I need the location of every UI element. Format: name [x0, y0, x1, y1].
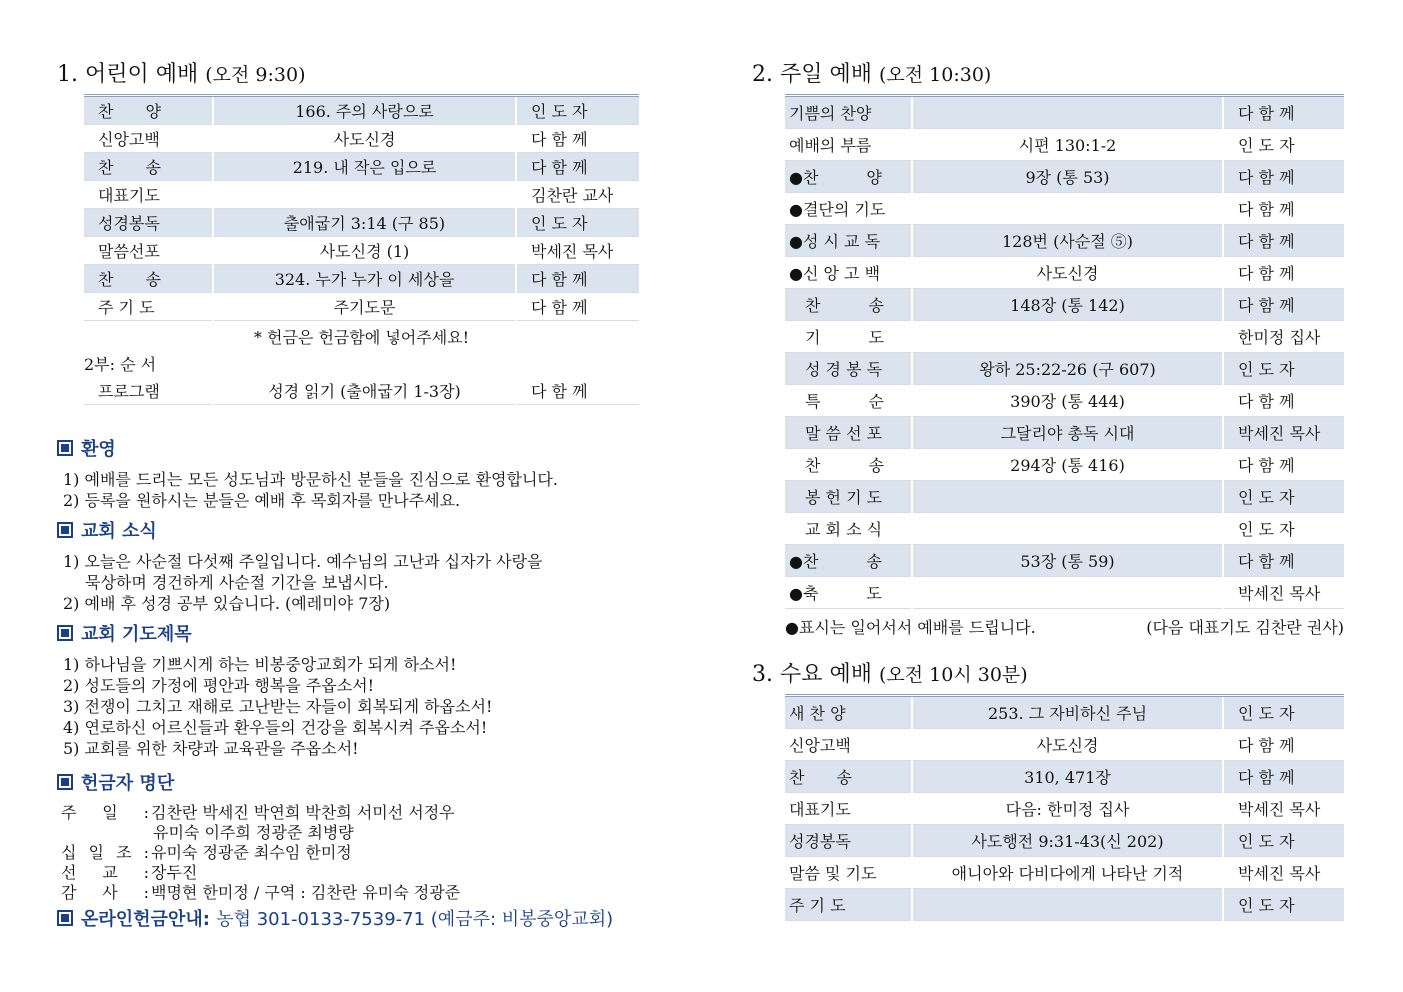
dotted-leader: 390장 (통 444) [917, 389, 1218, 412]
order-row [785, 857, 1344, 889]
order-item-leader: 인 도 자 [1223, 889, 1344, 921]
order-item-label: 말씀 및 기도 [785, 857, 912, 889]
order-row [785, 289, 1344, 321]
order-row [785, 577, 1344, 609]
right-column [752, 60, 1344, 921]
dotted-leader: 9장 (통 53) [917, 165, 1218, 188]
order-row [84, 181, 639, 209]
order-item-label: 성경봉독 [785, 825, 912, 857]
dotted-leader: 53장 (통 59) [917, 549, 1218, 572]
bank-account: 농협 301-0133-7539-71 (예금주: 비봉중앙교회) [216, 909, 614, 930]
order-item-content [912, 793, 1223, 825]
order-item-label: 찬 양 [84, 96, 213, 125]
order-item-label: 찬 송 [84, 265, 213, 293]
dotted-leader: 시편 130:1-2 [917, 133, 1218, 156]
dotted-leader [917, 519, 1218, 538]
order-item-content [912, 889, 1223, 921]
dotted-leader: 사도신경 [917, 261, 1218, 284]
order-row [785, 889, 1344, 921]
order-row [785, 513, 1344, 545]
order-row [785, 385, 1344, 417]
dotted-leader [917, 895, 1218, 914]
order-row [785, 225, 1344, 257]
order-item-content [912, 449, 1223, 481]
dotted-leader: 사도신경 [218, 127, 511, 150]
order-item-content [213, 209, 516, 237]
order-item-label: 프로그램 [84, 377, 213, 405]
main-service-order-table [785, 94, 1344, 609]
dotted-leader: 성경 읽기 (출애굽기 1-3장) [218, 379, 511, 402]
list-item: 2) 등록을 원하시는 분들은 예배 후 목회자를 만나주세요. [63, 491, 461, 510]
order-item-leader: 김찬란 교사 [516, 181, 639, 209]
order-row [785, 793, 1344, 825]
dotted-leader: 294장 (통 416) [917, 453, 1218, 476]
order-item-content [912, 385, 1223, 417]
order-item-label: 기 도 [785, 321, 912, 353]
dotted-leader [917, 487, 1218, 506]
order-item-leader: 다 함 께 [516, 125, 639, 153]
order-row [785, 729, 1344, 761]
dotted-leader [917, 103, 1218, 122]
list-item: 2) 예배 후 성경 공부 있습니다. (예레미야 7장) [63, 594, 391, 613]
order-item-label: 대표기도 [785, 793, 912, 825]
order-item-leader: 인 도 자 [516, 209, 639, 237]
order-item-leader: 다 함 께 [1223, 449, 1344, 481]
order-row [84, 153, 639, 181]
order-row [84, 265, 639, 293]
order-item-label: 대표기도 [84, 181, 213, 209]
order-item-label: 교 회 소 식 [785, 513, 912, 545]
order-row [785, 161, 1344, 193]
order-item-label: 성경봉독 [84, 209, 213, 237]
order-item-label: 말 씀 선 포 [785, 417, 912, 449]
dotted-leader: 128번 (사순절 ⑤) [917, 229, 1218, 252]
order-row [785, 353, 1344, 385]
order-item-content [912, 857, 1223, 889]
order-item-label: 주 기 도 [785, 889, 912, 921]
order-item-leader: 다 함 께 [1223, 761, 1344, 793]
dotted-leader [917, 327, 1218, 346]
dotted-leader: 출애굽기 3:14 (구 85) [218, 211, 511, 234]
order-row [785, 96, 1344, 129]
sunday-school-title: 1. 어린이 예배 (오전 9:30) [57, 62, 306, 87]
order-item-leader: 다 함 께 [516, 377, 639, 405]
order-item-content [912, 729, 1223, 761]
order-item-leader: 박세진 목사 [1223, 577, 1344, 609]
order-item-content [912, 513, 1223, 545]
square-bullet-icon [57, 910, 73, 926]
square-bullet-icon [57, 774, 73, 790]
order-item-content [213, 377, 516, 405]
order-row [785, 321, 1344, 353]
order-row [785, 825, 1344, 857]
order-item-label: 말씀선포 [84, 237, 213, 265]
part2-label: 2부: 순 서 [84, 355, 157, 374]
dotted-leader [917, 199, 1218, 218]
order-item-leader: 다 함 께 [1223, 193, 1344, 225]
order-item-leader: 다 함 께 [1223, 257, 1344, 289]
order-item-leader: 인 도 자 [1223, 513, 1344, 545]
list-item: 1) 예배를 드리는 모든 성도님과 방문하신 분들을 진심으로 환영합니다. [63, 470, 558, 489]
order-item-label: 성 경 봉 독 [785, 353, 912, 385]
dotted-leader: 148장 (통 142) [917, 293, 1218, 316]
order-item-label: 특 순 [785, 385, 912, 417]
order-item-leader: 인 도 자 [1223, 696, 1344, 729]
order-item-content [213, 181, 516, 209]
order-item-leader: 다 함 께 [1223, 225, 1344, 257]
order-item-label: 찬 송 [785, 289, 912, 321]
dotted-leader: 253. 그 자비하신 주님 [917, 701, 1218, 724]
online-offering-info: 온라인헌금안내: 농협 301-0133-7539-71 (예금주: 비봉중앙교회) [57, 905, 642, 931]
order-item-label: 신앙고백 [785, 729, 912, 761]
list-item: 2) 성도들의 가정에 평안과 행복을 주옵소서! [63, 676, 375, 695]
order-item-leader: 다 함 께 [516, 293, 639, 321]
list-item: 3) 전쟁이 그치고 재해로 고난받는 자들이 회복되게 하옵소서! [63, 697, 493, 716]
order-item-label: ●찬 양 [785, 161, 912, 193]
donors-heading: 헌금자 명단 [57, 769, 642, 795]
order-item-label: ●찬 송 [785, 545, 912, 577]
order-item-content [912, 545, 1223, 577]
order-row [84, 125, 639, 153]
order-item-leader: 한미정 집사 [1223, 321, 1344, 353]
order-item-content [213, 153, 516, 181]
order-item-content [213, 293, 516, 321]
order-item-label: 기쁨의 찬양 [785, 96, 912, 129]
order-item-content [912, 161, 1223, 193]
order-row [785, 481, 1344, 513]
order-item-content [912, 257, 1223, 289]
order-item-content [912, 225, 1223, 257]
order-row [785, 449, 1344, 481]
order-item-content [912, 193, 1223, 225]
order-item-leader: 박세진 목사 [1223, 417, 1344, 449]
order-item-label: 찬 송 [785, 449, 912, 481]
order-item-content [912, 577, 1223, 609]
dotted-leader: 사도신경 [917, 733, 1218, 756]
order-item-leader: 인 도 자 [516, 96, 639, 125]
order-row [785, 129, 1344, 161]
wednesday-order-table [785, 694, 1344, 921]
dotted-leader: 310, 471장 [917, 765, 1218, 788]
square-bullet-icon [57, 440, 73, 456]
welcome-list [63, 469, 642, 511]
list-item: 5) 교회를 위한 차량과 교육관을 주옵소서! [63, 739, 359, 758]
order-row [84, 237, 639, 265]
list-item: 1) 하나님을 기쁘시게 하는 비봉중앙교회가 되게 하소서! [63, 655, 457, 674]
order-item-leader: 다 함 께 [1223, 385, 1344, 417]
square-bullet-icon [57, 522, 73, 538]
order-item-leader: 다 함 께 [1223, 729, 1344, 761]
order-item-leader: 다 함 께 [1223, 161, 1344, 193]
dotted-leader: 219. 내 작은 입으로 [218, 155, 511, 178]
donor-row-tithe: 십 일 조 : 유미숙 정광준 최수임 한미정 [61, 843, 352, 862]
order-row [785, 193, 1344, 225]
order-item-label: 찬 송 [84, 153, 213, 181]
dotted-leader: 그달리야 총독 시대 [917, 421, 1218, 444]
order-item-leader: 인 도 자 [1223, 353, 1344, 385]
order-item-leader: 인 도 자 [1223, 481, 1344, 513]
order-item-content [213, 265, 516, 293]
part2-order-table [84, 377, 639, 405]
order-item-label: ●신 앙 고 백 [785, 257, 912, 289]
dotted-leader: 주기도문 [218, 295, 511, 318]
prayer-list [63, 654, 642, 759]
order-row [84, 377, 639, 405]
church-news-heading: 교회 소식 [57, 517, 642, 543]
order-item-label: ●결단의 기도 [785, 193, 912, 225]
order-item-content [912, 696, 1223, 729]
order-item-content [912, 96, 1223, 129]
donor-row-sunday: 주 일 : 김찬란 박세진 박연희 박찬희 서미선 서정우 [61, 803, 455, 822]
list-item: 4) 연로하신 어르신들과 환우들의 건강을 회복시켜 주옵소서! [63, 718, 488, 737]
dotted-leader: 사도행전 9:31-43(신 202) [917, 829, 1218, 852]
order-item-content [213, 125, 516, 153]
order-item-content [912, 825, 1223, 857]
donor-list [61, 803, 642, 903]
order-item-label: ●축 도 [785, 577, 912, 609]
order-item-leader: 다 함 께 [516, 153, 639, 181]
order-row [785, 545, 1344, 577]
order-item-content [912, 417, 1223, 449]
donor-row-thanks: 감 사 : 백명현 한미정 / 구역 : 김찬란 유미숙 정광준 [61, 883, 461, 902]
order-item-content [912, 289, 1223, 321]
order-item-leader: 박세진 목사 [1223, 857, 1344, 889]
order-item-content [213, 237, 516, 265]
order-item-label: 주 기 도 [84, 293, 213, 321]
order-row [84, 293, 639, 321]
dotted-leader [218, 185, 511, 204]
dotted-leader: 166. 주의 사랑으로 [218, 99, 511, 122]
offering-note: * 헌금은 헌금함에 넣어주세요! [253, 328, 470, 347]
order-row [785, 761, 1344, 793]
dotted-leader [917, 583, 1218, 602]
main-service-title: 2. 주일 예배 (오전 10:30) [752, 62, 992, 87]
list-item: 1) 오늘은 사순절 다섯째 주일입니다. 예수님의 고난과 십자가 사랑을 [63, 552, 543, 571]
order-item-leader: 박세진 목사 [516, 237, 639, 265]
list-item-continuation: 묵상하며 경건하게 사순절 기간을 보냅시다. [85, 573, 389, 592]
order-item-content [213, 96, 516, 125]
order-item-content [912, 353, 1223, 385]
order-item-label: 찬 송 [785, 761, 912, 793]
order-row [84, 209, 639, 237]
order-item-content [912, 761, 1223, 793]
wednesday-service-title: 3. 수요 예배 (오전 10시 30분) [752, 662, 1028, 687]
next-prayer-note: (다음 대표기도 김찬란 권사) [1146, 618, 1344, 637]
order-item-label: ●성 시 교 독 [785, 225, 912, 257]
dotted-leader: 324. 누가 누가 이 세상을 [218, 267, 511, 290]
welcome-heading: 환영 [57, 435, 642, 461]
order-item-content [912, 481, 1223, 513]
order-item-label: 신앙고백 [84, 125, 213, 153]
church-news-list [63, 551, 642, 614]
order-item-label: 봉 헌 기 도 [785, 481, 912, 513]
stand-note: ●표시는 일어서서 예배를 드립니다. (다음 대표기도 김찬란 권사) [785, 615, 1344, 638]
order-item-content [912, 129, 1223, 161]
order-item-leader: 다 함 께 [1223, 545, 1344, 577]
order-item-leader: 다 함 께 [516, 265, 639, 293]
order-row [785, 417, 1344, 449]
order-row [785, 257, 1344, 289]
dotted-leader: 다음: 한미정 집사 [917, 797, 1218, 820]
dotted-leader: 사도신경 (1) [218, 239, 511, 262]
dotted-leader: 애니아와 다비다에게 나타난 기적 [917, 861, 1218, 884]
sunday-school-order-table [84, 94, 639, 321]
order-item-label: 예배의 부름 [785, 129, 912, 161]
donor-row-mission: 선 교 : 장두진 [61, 863, 198, 882]
order-row [84, 96, 639, 125]
dotted-leader: 왕하 25:22-26 (구 607) [917, 357, 1218, 380]
order-item-leader: 인 도 자 [1223, 825, 1344, 857]
order-item-leader: 다 함 께 [1223, 289, 1344, 321]
donor-row-continuation: 유미숙 이주희 정광준 최병량 [153, 823, 354, 842]
order-item-content [912, 321, 1223, 353]
order-item-label: 새 찬 양 [785, 696, 912, 729]
order-item-leader: 박세진 목사 [1223, 793, 1344, 825]
left-column [57, 60, 642, 931]
prayer-heading: 교회 기도제목 [57, 620, 642, 646]
order-item-leader: 다 함 께 [1223, 96, 1344, 129]
order-item-leader: 인 도 자 [1223, 129, 1344, 161]
square-bullet-icon [57, 625, 73, 641]
order-row [785, 696, 1344, 729]
